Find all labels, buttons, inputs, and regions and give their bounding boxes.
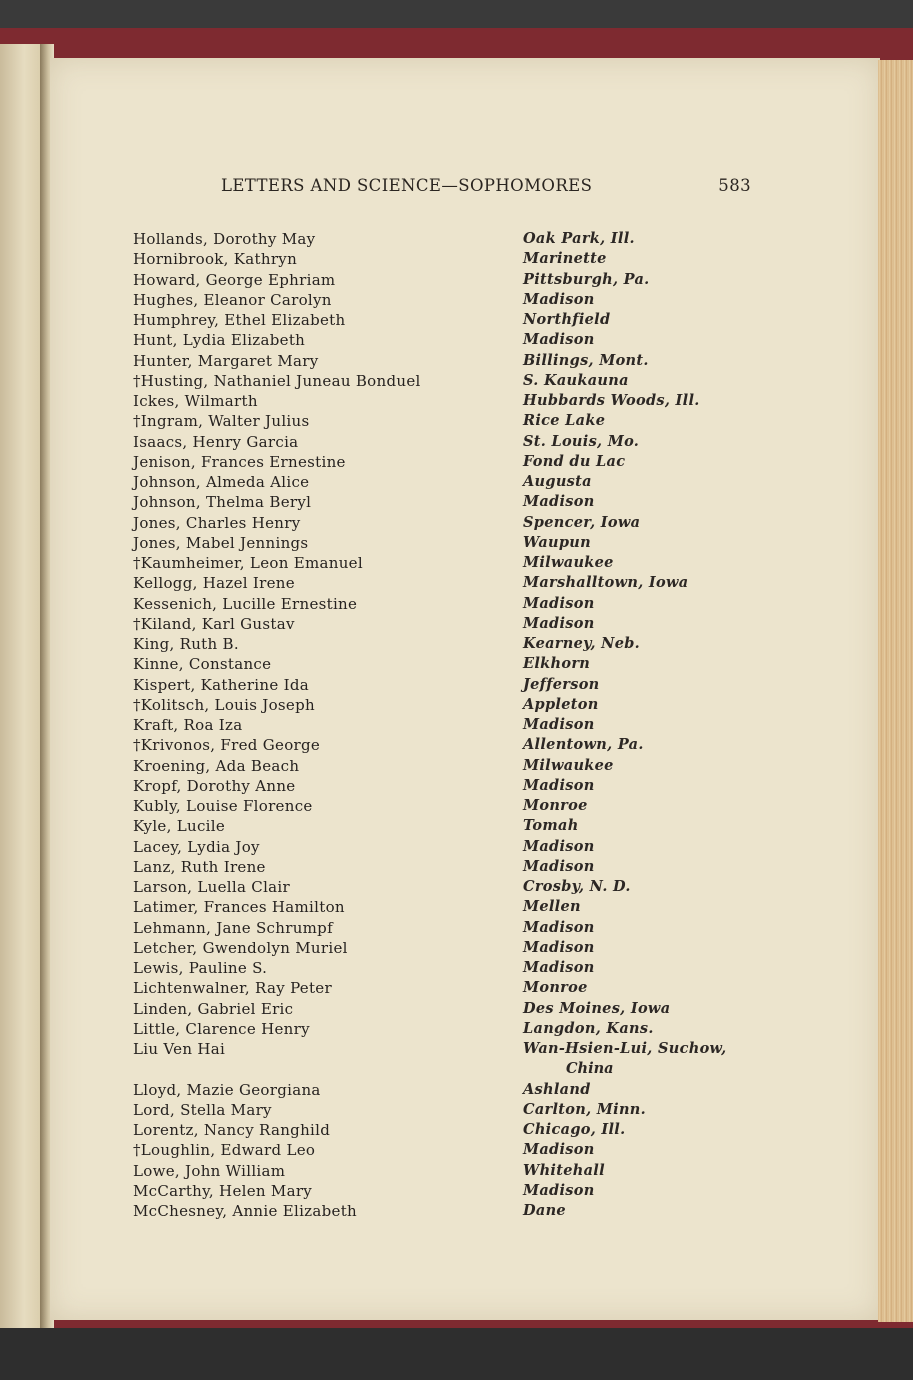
- hometown: Madison: [523, 857, 595, 875]
- student-name: King, Ruth B.: [133, 635, 239, 653]
- list-item: [0, 372, 913, 392]
- list-item: [0, 1081, 913, 1101]
- list-item: [0, 230, 913, 250]
- student-name: Larson, Luella Clair: [133, 878, 290, 896]
- list-item: [0, 595, 913, 615]
- list-item: [0, 1182, 913, 1202]
- list-item: [0, 1101, 913, 1121]
- hometown: Des Moines, Iowa: [523, 999, 671, 1017]
- student-name: Linden, Gabriel Eric: [133, 999, 294, 1018]
- list-item: [0, 817, 913, 837]
- student-name: Lloyd, Mazie Georgiana: [133, 1080, 321, 1099]
- list-item: [0, 1162, 913, 1182]
- hometown: Augusta: [523, 473, 592, 490]
- student-name: Lowe, John William: [133, 1161, 286, 1180]
- student-name: Kroening, Ada Beach: [133, 756, 300, 775]
- hometown: Jefferson: [523, 675, 600, 693]
- hometown: Milwaukee: [523, 756, 614, 774]
- hometown: Milwaukee: [523, 554, 614, 571]
- hometown: Dane: [523, 1202, 566, 1219]
- list-item: [0, 655, 913, 675]
- list-item: [0, 473, 913, 493]
- student-name: †Kaumheimer, Leon Emanuel: [133, 554, 363, 572]
- list-item: [0, 534, 913, 554]
- student-name: Lacey, Lydia Joy: [133, 837, 260, 856]
- student-name: Hornibrook, Kathryn: [133, 250, 298, 269]
- list-item: [0, 1141, 913, 1161]
- student-name: †Husting, Nathaniel Juneau Bonduel: [133, 371, 421, 390]
- list-item: [0, 514, 913, 534]
- list-item: [0, 797, 913, 817]
- student-name: Jones, Charles Henry: [133, 513, 301, 532]
- student-name: Letcher, Gwendolyn Muriel: [133, 938, 348, 957]
- student-name: Lichtenwalner, Ray Peter: [133, 979, 332, 998]
- hometown-continuation: China: [566, 1060, 614, 1077]
- hometown: Madison: [523, 837, 595, 855]
- hometown: Marinette: [523, 250, 607, 268]
- hometown: Marshalltown, Iowa: [523, 574, 689, 592]
- hometown: Kearney, Neb.: [523, 635, 641, 652]
- list-item: [0, 331, 913, 351]
- hometown: Rice Lake: [523, 412, 606, 430]
- student-name: †Kolitsch, Louis Joseph: [133, 695, 315, 714]
- list-item: [0, 736, 913, 756]
- hometown: Madison: [523, 1141, 595, 1159]
- student-name: Kellogg, Hazel Irene: [133, 574, 295, 593]
- background: [0, 1328, 913, 1380]
- student-name: Liu Ven Hai: [133, 1040, 226, 1058]
- hometown: Pittsburgh, Pa.: [523, 270, 650, 288]
- hometown: Madison: [523, 918, 595, 936]
- student-name: Hunt, Lydia Elizabeth: [133, 331, 306, 350]
- hometown: Monroe: [523, 797, 588, 814]
- hometown: Chicago, Ill.: [523, 1121, 626, 1138]
- hometown: Appleton: [523, 695, 599, 713]
- student-name: Isaacs, Henry Garcia: [133, 432, 299, 451]
- hometown: Hubbards Woods, Ill.: [523, 392, 700, 409]
- student-name: Johnson, Almeda Alice: [133, 473, 310, 491]
- hometown: Elkhorn: [523, 655, 591, 673]
- list-item: [0, 676, 913, 696]
- hometown: Oak Park, Ill.: [523, 230, 635, 247]
- student-name: †Loughlin, Edward Leo: [133, 1141, 316, 1160]
- student-name: Kessenich, Lucille Ernestine: [133, 594, 358, 613]
- list-item: [0, 858, 913, 878]
- student-name: †Krivonos, Fred George: [133, 736, 321, 755]
- hometown: Madison: [523, 331, 595, 349]
- student-name: Humphrey, Ethel Elizabeth: [133, 311, 346, 329]
- hometown: Madison: [523, 614, 595, 632]
- hometown: Madison: [523, 776, 595, 794]
- list-item: [0, 696, 913, 716]
- hometown: Allentown, Pa.: [523, 736, 644, 754]
- list-item: [0, 1020, 913, 1040]
- list-item: [0, 453, 913, 473]
- list-item: [0, 635, 913, 655]
- list-item: [0, 554, 913, 574]
- list-item: [0, 757, 913, 777]
- student-name: Kraft, Roa Iza: [133, 716, 243, 734]
- student-name: Howard, George Ephriam: [133, 270, 336, 289]
- list-item: [0, 433, 913, 453]
- student-name: McCarthy, Helen Mary: [133, 1181, 313, 1200]
- list-item: [0, 959, 913, 979]
- page-title: LETTERS AND SCIENCE—SOPHOMORES: [221, 176, 593, 195]
- student-name: Lord, Stella Mary: [133, 1100, 272, 1119]
- list-item: [0, 898, 913, 918]
- list-item: [0, 250, 913, 270]
- hometown: Monroe: [523, 979, 588, 997]
- hometown: Madison: [523, 493, 595, 511]
- list-item: [0, 939, 913, 959]
- list-item: [0, 878, 913, 898]
- hometown: St. Louis, Mo.: [523, 432, 640, 450]
- list-item: [0, 919, 913, 939]
- list-item: [0, 777, 913, 797]
- hometown: Madison: [523, 594, 595, 612]
- list-item: [0, 838, 913, 858]
- hometown: Carlton, Minn.: [523, 1100, 646, 1118]
- student-name: †Ingram, Walter Julius: [133, 412, 310, 431]
- hometown: Northfield: [523, 311, 611, 328]
- student-name: Lewis, Pauline S.: [133, 959, 268, 977]
- student-name: Kinne, Constance: [133, 655, 272, 674]
- student-name: Hunter, Margaret Mary: [133, 351, 319, 370]
- student-name: McChesney, Annie Elizabeth: [133, 1202, 357, 1220]
- student-name: Lehmann, Jane Schrumpf: [133, 918, 333, 937]
- student-name: Lanz, Ruth Irene: [133, 857, 266, 876]
- list-item: [0, 352, 913, 372]
- hometown: Mellen: [523, 898, 581, 916]
- list-item: [0, 979, 913, 999]
- student-name: Little, Clarence Henry: [133, 1019, 310, 1038]
- list-item: [0, 1121, 913, 1141]
- hometown: Ashland: [523, 1080, 591, 1098]
- list-item: [0, 1202, 913, 1222]
- hometown: Crosby, N. D.: [523, 878, 631, 895]
- hometown: Waupun: [523, 533, 591, 551]
- student-name: Lorentz, Nancy Ranghild: [133, 1121, 331, 1139]
- page-number: 583: [718, 176, 751, 195]
- list-item: [0, 271, 913, 291]
- list-item: [0, 392, 913, 412]
- list-item: [0, 311, 913, 331]
- hometown: Madison: [523, 959, 595, 976]
- list-item: [0, 291, 913, 311]
- hometown: Tomah: [523, 817, 579, 835]
- student-name: Johnson, Thelma Beryl: [133, 493, 312, 512]
- student-name: †Kiland, Karl Gustav: [133, 614, 295, 633]
- student-name: Hughes, Eleanor Carolyn: [133, 290, 332, 309]
- student-name: Jones, Mabel Jennings: [133, 533, 309, 552]
- student-name: Kispert, Katherine Ida: [133, 675, 309, 694]
- student-name: Hollands, Dorothy May: [133, 230, 316, 248]
- student-name: Ickes, Wilmarth: [133, 392, 258, 410]
- hometown: Langdon, Kans.: [523, 1019, 654, 1037]
- hometown: Spencer, Iowa: [523, 513, 641, 531]
- student-name: Kropf, Dorothy Anne: [133, 776, 296, 795]
- hometown: Madison: [523, 938, 595, 956]
- hometown: Fond du Lac: [523, 452, 626, 470]
- hometown: Madison: [523, 716, 595, 733]
- student-name: Kubly, Louise Florence: [133, 797, 313, 815]
- list-item: [0, 574, 913, 594]
- list-item: [0, 716, 913, 736]
- running-header: [221, 176, 751, 198]
- student-name: Kyle, Lucile: [133, 817, 226, 836]
- list-item: [0, 412, 913, 432]
- student-name: Latimer, Frances Hamilton: [133, 898, 345, 917]
- hometown: Wan-Hsien-Lui, Suchow,: [523, 1040, 727, 1057]
- student-name: Jenison, Frances Ernestine: [133, 452, 346, 471]
- list-item: [0, 1000, 913, 1020]
- list-item: [0, 615, 913, 635]
- list-item: [0, 1040, 913, 1077]
- hometown: Madison: [523, 290, 595, 308]
- hometown: Whitehall: [523, 1161, 605, 1179]
- hometown: Billings, Mont.: [523, 351, 649, 369]
- hometown: S. Kaukauna: [523, 371, 629, 389]
- list-item: [0, 493, 913, 513]
- hometown: Madison: [523, 1181, 595, 1199]
